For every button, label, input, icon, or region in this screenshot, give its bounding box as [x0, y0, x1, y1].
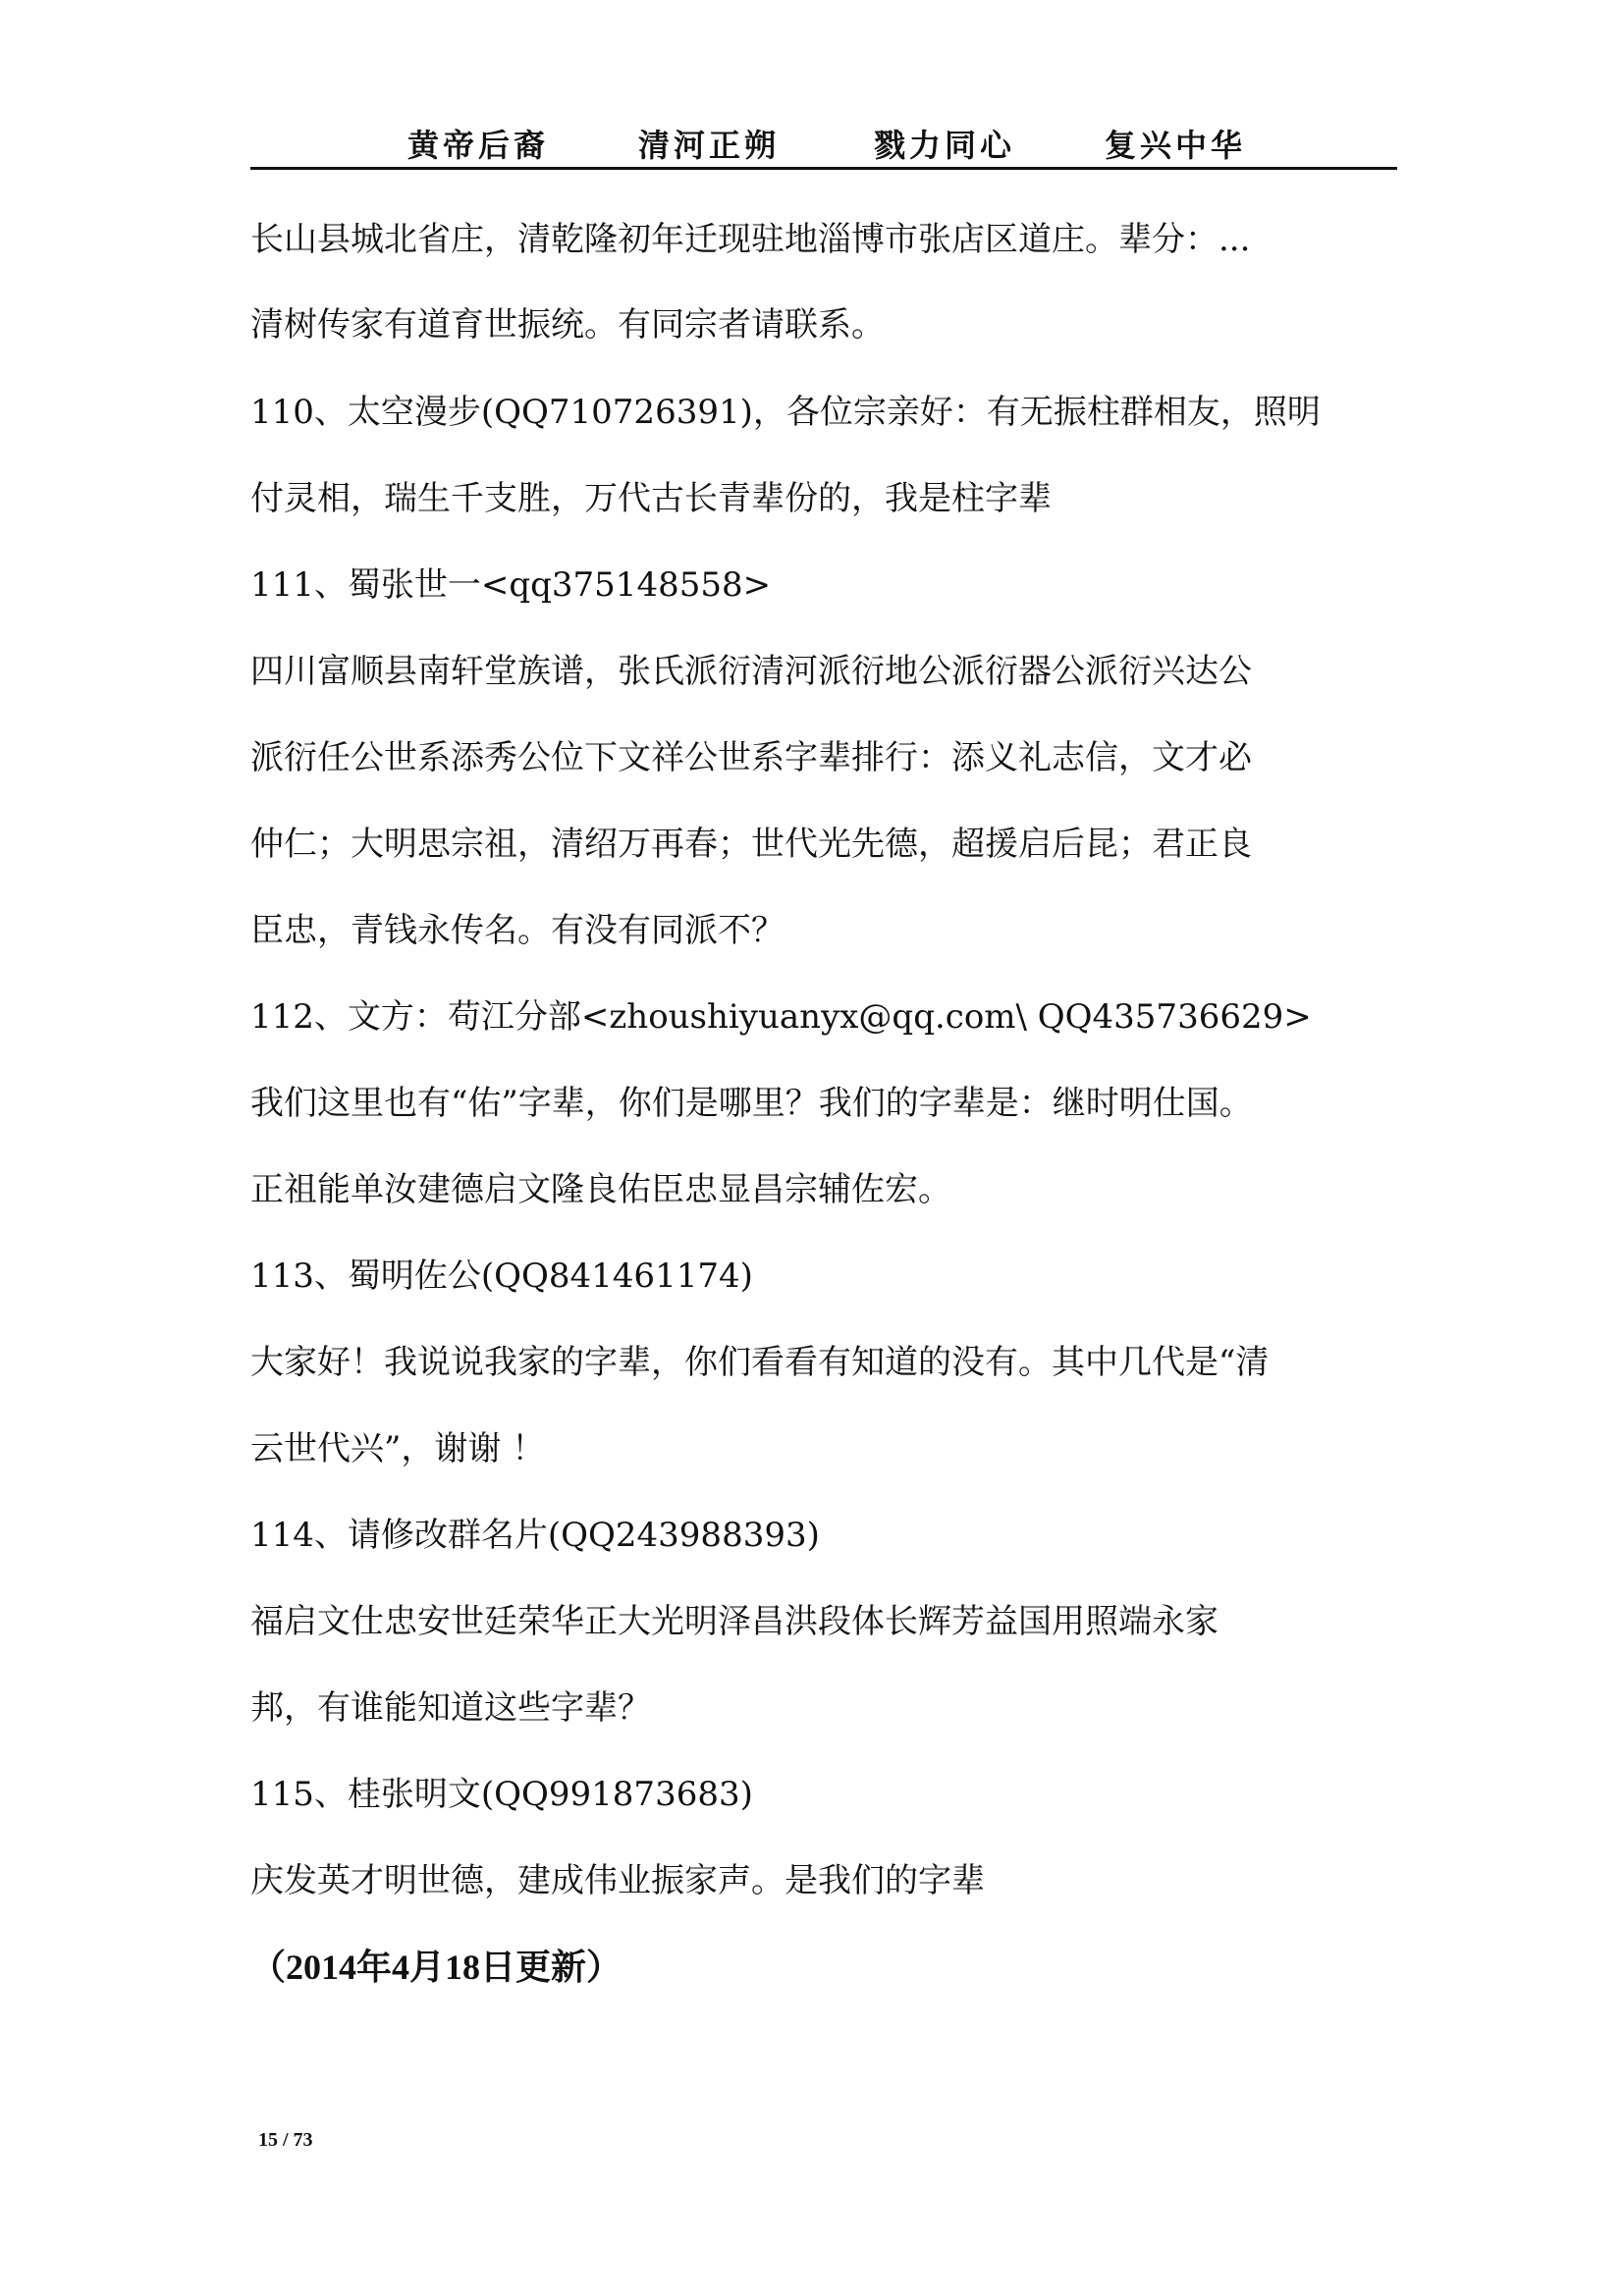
- header-motto-1: 黄帝后裔: [407, 127, 550, 164]
- body-line: 邦，有谁能知道这些字辈？: [250, 1688, 651, 1728]
- body-line: 仲仁；大明思宗祖，清绍万再春；世代光先德，超援启后昆；君正良: [250, 825, 1252, 864]
- body-line: 付灵相，瑞生千支胜，万代古长青辈份的，我是柱字辈: [250, 479, 1052, 518]
- body-line: 臣忠，青钱永传名。有没有同派不？: [250, 911, 785, 950]
- body-line: 福启文仕忠安世廷荣华正大光明泽昌洪段体长辉芳益国用照端永家: [250, 1602, 1218, 1641]
- page-header: [250, 116, 1397, 170]
- body-line: 四川富顺县南轩堂族谱，张氏派衍清河派衍地公派衍器公派衍兴达公: [250, 652, 1252, 691]
- entry-header-112: 112、文方：苟江分部<zhoushiyuanyx@qq.com\ QQ435736629>: [250, 997, 1312, 1037]
- body-line: 正祖能单汝建德启文隆良佑臣忠显昌宗辅佐宏。: [250, 1170, 951, 1209]
- entry-header-114: 114、请修改群名片(QQ243988393): [250, 1516, 820, 1555]
- header-motto-2: 清河正朔: [638, 127, 781, 164]
- body-line: 云世代兴”，谢谢 ！: [250, 1429, 546, 1468]
- body-line: 派衍任公世系添秀公位下文祥公世系字辈排行：添义礼志信，文才必: [250, 738, 1252, 777]
- entry-header-113: 113、蜀明佐公(QQ841461174): [250, 1256, 753, 1296]
- entry-header-115: 115、桂张明文(QQ991873683): [250, 1775, 753, 1814]
- body-line: 长山县城北省庄，清乾隆初年迁现驻地淄博市张店区道庄。辈分：...: [250, 220, 1251, 259]
- page-number: 15 / 73: [258, 2129, 313, 2151]
- entry-header-111: 111、蜀张世一<qq375148558>: [250, 565, 772, 605]
- body-line: 清树传家有道育世振统。有同宗者请联系。: [250, 305, 885, 345]
- body-line: 我们这里也有“佑”字辈，你们是哪里？我们的字辈是：继时明仕国。: [250, 1084, 1253, 1123]
- entry-header-110: 110、太空漫步(QQ710726391)，各位宗亲好：有无振柱群相友，照明: [250, 393, 1321, 432]
- body-line: 庆发英才明世德，建成伟业振家声。是我们的字辈: [250, 1861, 985, 1900]
- header-motto-3: 戮力同心: [874, 127, 1016, 164]
- header-motto-4: 复兴中华: [1105, 127, 1247, 164]
- update-note: （2014年4月18日更新）: [250, 1948, 623, 1987]
- body-line: 大家好！我说说我家的字辈，你们看看有知道的没有。其中几代是“清: [250, 1343, 1270, 1382]
